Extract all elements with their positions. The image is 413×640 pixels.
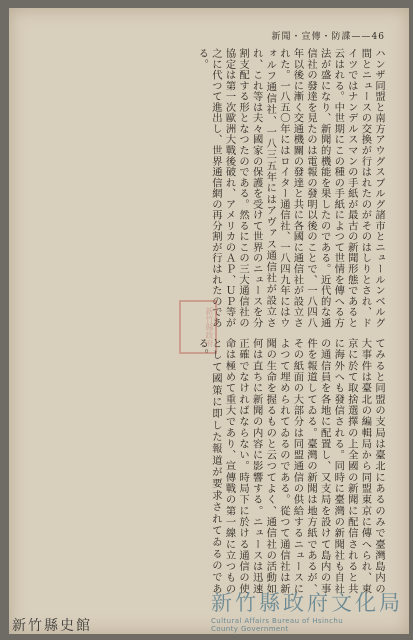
cultural-bureau-subtitle-1: Cultural Affairs Bureau of Hsinchu bbox=[211, 617, 344, 625]
article-column-top: ハンザ同盟と南方アウグスブルグ諸市とニュールンベルグ間とニュースの交換が行はれたのがそのはしりとされ、ドイツではナンデルスマンの手紙が最古の新聞形態であると云はれる。中世期にこの種の手紙によつて世情を傳へる方法が盛になり、新聞的機能を果したのである。近代的な通信社の發達を見たのは電報の發明以後のことで、一八四八年以後に漸く交通機關の發達と共に各國に通信社が設立された。一八五〇年にはロイター通信社、一八四九年にはウォルフ通信社、一八三五年にはアヴァス通信社が設立され、これ等は夫々國家の保護を受けて世界のニュースを分割支配する形となつたのである。然るにこの三大通信社の協定は第一次歐洲大戰後破れ、アメリカのＡＰ、ＵＰ等が之に代つて進出し、世界通信網の再分割が行はれたのである。 bbox=[196, 48, 385, 328]
red-seal-stamp: 新竹縣政府 bbox=[179, 300, 217, 354]
document-page bbox=[9, 8, 409, 634]
hsinchu-history-museum-logo: 新竹縣史館 bbox=[12, 618, 92, 634]
cultural-bureau-subtitle-2: County Government bbox=[211, 625, 289, 633]
cultural-bureau-title: 新竹縣政府文化局 bbox=[211, 591, 403, 615]
article-column-bottom: てみると同盟の支局は臺北にあるのみで臺灣島内の大事件は臺北の編輯局から同盟東京に傳へられ、東京に於て取捨選擇の上全國の新聞に配信されると共に海外へも發信される。同時に臺灣の新聞社も自社の通信員を各地に配置し、又支局を設けて島内の事件を報道してゐる。臺灣の新聞は地方紙であるが、その紙面の大部分は同盟通信の供給するニュースによつて埋められてゐるのである。從つて通信社は新聞の生命を握るものと云つてよく、通信社の活動如何は直ちに新聞の内容に影響する。ニュースは迅速正確でなければならない。時局下に於ける通信の使命は極めて重大であり、宣傳戰の第一線に立つものとして國策に即した報道が要求されてゐるのである。 bbox=[196, 338, 385, 594]
cultural-affairs-bureau-logo bbox=[211, 587, 403, 633]
running-head: 新聞・宣傳・防諜——46 bbox=[271, 32, 385, 42]
